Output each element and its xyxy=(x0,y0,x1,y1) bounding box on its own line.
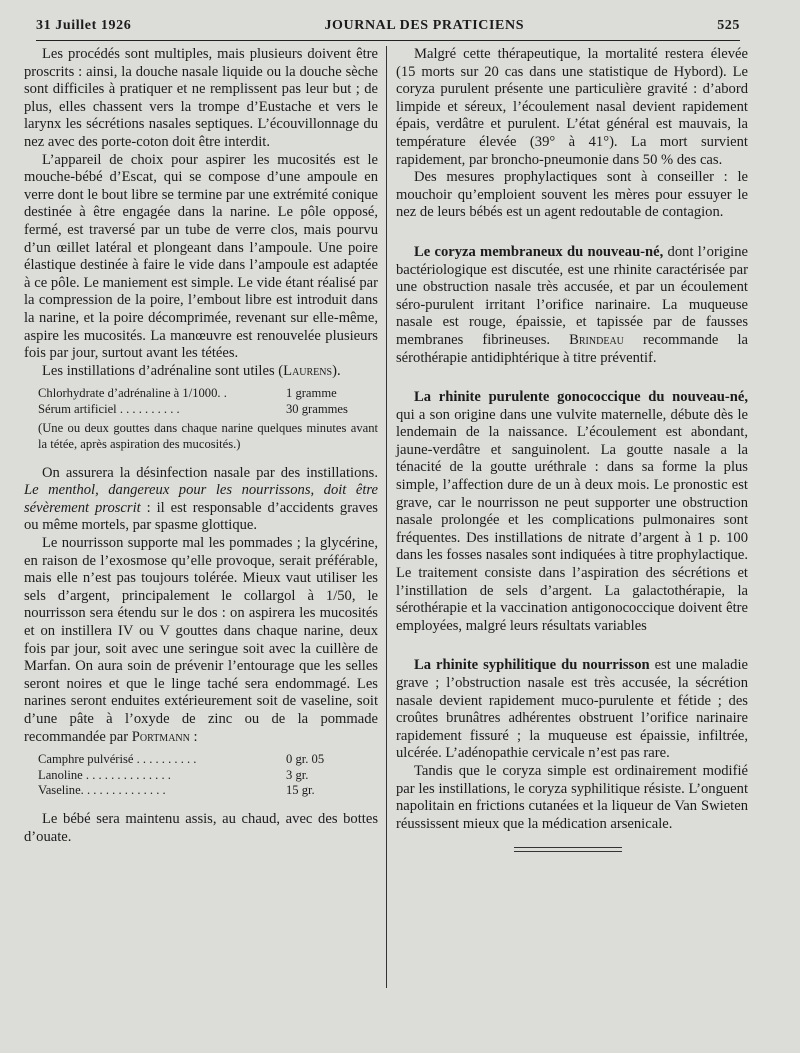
section-rhinite-gonococcique: La rhinite purulente gonococcique du nouveau-né, qui a son origine dans une vulvite maternelle, débute dès le lendemain de la naissance. L’écoulement est abondant, jaune-verdâtre et sanguinolent. La goutte nasale a la ténacité de la goutte uréthrale : dans sa forme la plus simple, l’affection dure de un à deux mois. Le pronostic est grave, car le nourrisson ne peut supporter une obstruction nasale prolongée et les complications pulmonaires sont fréquentes. Des instillations de nitrate d’argent à 1 p. 100 dans les fosses nasales sont indiquées à titre prophylactique. Le traitement consiste dans l’aspiration des sécrétions et l’instillation de sels d’argent. La galactothérapie, la sérothérapie et la vaccination antigonococcique doivent être employées, malgré leurs résultats variables xyxy=(396,389,748,634)
header-rule xyxy=(36,40,740,41)
section-coryza-membraneux: Le coryza membraneux du nouveau-né, dont l’origine bactériologique est discutée, est une rhinite caractérisée par une obstruction nasale très accusée, et par un écoulement séro-purulent irritant l’orifice narinaire. La muqueuse nasale est rouge, épaissie, et tapissée par de fausses membranes fibrineuses. Brindeau recommande la sérothérapie antidiphtérique à titre préventif. xyxy=(396,243,748,366)
section-heading: Le coryza membraneux du nouveau-né, xyxy=(414,243,664,260)
prescription-row: Chlorhydrate d’adrénaline à 1/1000. . 1 gramme xyxy=(38,386,337,401)
prescription-row: Vaseline. . . . . . . . . . . . . . 15 gr. xyxy=(38,783,315,798)
prescription-row: Lanoline . . . . . . . . . . . . . . 3 gr. xyxy=(38,767,309,782)
paragraph: On assurera la désinfection nasale par des instillations. Le menthol, dangereux pour les nourrissons, doit être sévèrement proscrit : il est responsable d’accidents graves ou même mortels, par spasme glottique. xyxy=(24,464,378,534)
left-column xyxy=(24,46,378,846)
section-heading: La rhinite syphilitique du nourrisson xyxy=(414,657,650,674)
prescription-note: (Une ou deux gouttes dans chaque narine quelques minutes avant la tétée, après aspiration des mucosités.) xyxy=(38,421,378,452)
section-rhinite-syphilitique: La rhinite syphilitique du nourrisson est une maladie grave ; l’obstruction nasale est très accusée, la sécrétion nasale devient rapidement muco-purulente et fétide ; des croûtes brunâtres adhérentes obstruent l’orifice narinaire rapidement fissuré ; la muqueuse est épaissie, infiltrée, ulcérée. L’adénopathie cervicale n’est pas rare. xyxy=(396,657,748,762)
author-name: Portmann xyxy=(131,728,190,745)
paragraph: Les instillations d’adrénaline sont utiles (Laurens). xyxy=(42,362,341,379)
author-name: Laurens xyxy=(283,362,333,379)
prescription-row: Camphre pulvérisé . . . . . . . . . . 0 gr. 05 xyxy=(38,752,325,767)
header-date: 31 Juillet 1926 xyxy=(36,18,132,33)
author-name: Brindeau xyxy=(569,331,624,348)
paragraph: Les procédés sont multiples, mais plusieurs doivent être proscrits : ainsi, la douche nasale liquide ou la douche sèche sont difficiles à pratiquer et ne remplissent pas leur but ; de plus, elles chassent vers la trompe d’Eustache et vers le larynx les sécrétions nasales septiques. L’écouvillonnage du nez avec des porte-coton doit être interdit. xyxy=(24,46,378,150)
header-journal-title: JOURNAL DES PRATICIENS xyxy=(324,18,525,33)
italic-warning: Le menthol, dangereux pour les nourrissons, doit être sévèrement proscrit xyxy=(24,482,378,516)
paragraph: Malgré cette thérapeutique, la mortalité restera élevée (15 morts sur 20 cas dans une statistique de Hybord). Le coryza purulent présente une particulière gravité : d’abord limpide et séreux, l’écoulement nasal devient rapidement épais, verdâtre et purulent. L’état général est mauvais, la température élevée (39° à 41°). La mort survient rapidement, par broncho-pneumonie dans 50 % des cas. xyxy=(396,46,748,168)
header-page-number: 525 xyxy=(717,18,740,33)
prescription-pommade xyxy=(38,752,378,799)
paragraph: Tandis que le coryza simple est ordinairement modifié par les instillations, le coryza syphilitique résiste. L’onguent napolitain en frictions cutanées et la liqueur de Van Swieten réussissent mieux que la médication arsenicale. xyxy=(396,762,748,832)
paragraph: Le bébé sera maintenu assis, au chaud, avec des bottes d’ouate. xyxy=(24,810,378,845)
end-of-article-rule xyxy=(514,847,622,852)
prescription-adrenaline xyxy=(38,386,378,417)
running-header xyxy=(36,18,740,40)
right-column xyxy=(396,46,748,852)
section-heading: La rhinite purulente gonococcique du nouveau-né, xyxy=(414,389,748,406)
prescription-row: Sérum artificiel . . . . . . . . . . 30 grammes xyxy=(38,401,348,416)
column-divider xyxy=(386,46,387,988)
paragraph: Le nourrisson supporte mal les pommades ; la glycérine, en raison de l’exosmose qu’elle provoque, serait préférable, mais elle n’est pas toujours tolérée. Mieux vaut utiliser les sels d’argent, principalement le collargol à 1/50, le nourrisson sera étendu sur le dos : on aspirera les mucosités et on instillera IV ou V gouttes dans chaque narine, deux fois par jour, soit avec une seringue soit avec la cuillère de Marfan. On aura soin de prévenir l’entourage que les selles seront noires et que le linge taché sera endommagé. Les narines seront enduites extérieurement soit de vaseline, soit d’une pâte à l’oxyde de zinc ou de la pommade recommandée par Portmann : xyxy=(24,535,378,745)
paragraph: L’appareil de choix pour aspirer les mucosités est le mouche-bébé d’Escat, qui se compose d’une ampoule en verre dont le bout libre se termine par une extrémité conique destinée à être engagée dans la narine. Le pôle opposé, fermé, est traversé par un tube de verre clos, mais pourvu d’un œillet latéral et plongeant dans l’ampoule. Une poire élastique destinée à faire le vide dans l’ampoule est adaptée à ce pôle. Le maniement est simple. Le vide étant réalisé par la compression de la poire, l’embout libre est introduit dans la narine, et la poire décomprimée, revenant sur elle-même, aspire les mucosités. La manœuvre est renouvelée plusieurs fois par jour, surtout avant les tétées. xyxy=(24,151,378,362)
paragraph: Des mesures prophylactiques sont à conseiller : le mouchoir qu’emploient souvent les mères pour essuyer le nez de leurs bébés est un agent redoutable de contagion. xyxy=(396,169,748,221)
